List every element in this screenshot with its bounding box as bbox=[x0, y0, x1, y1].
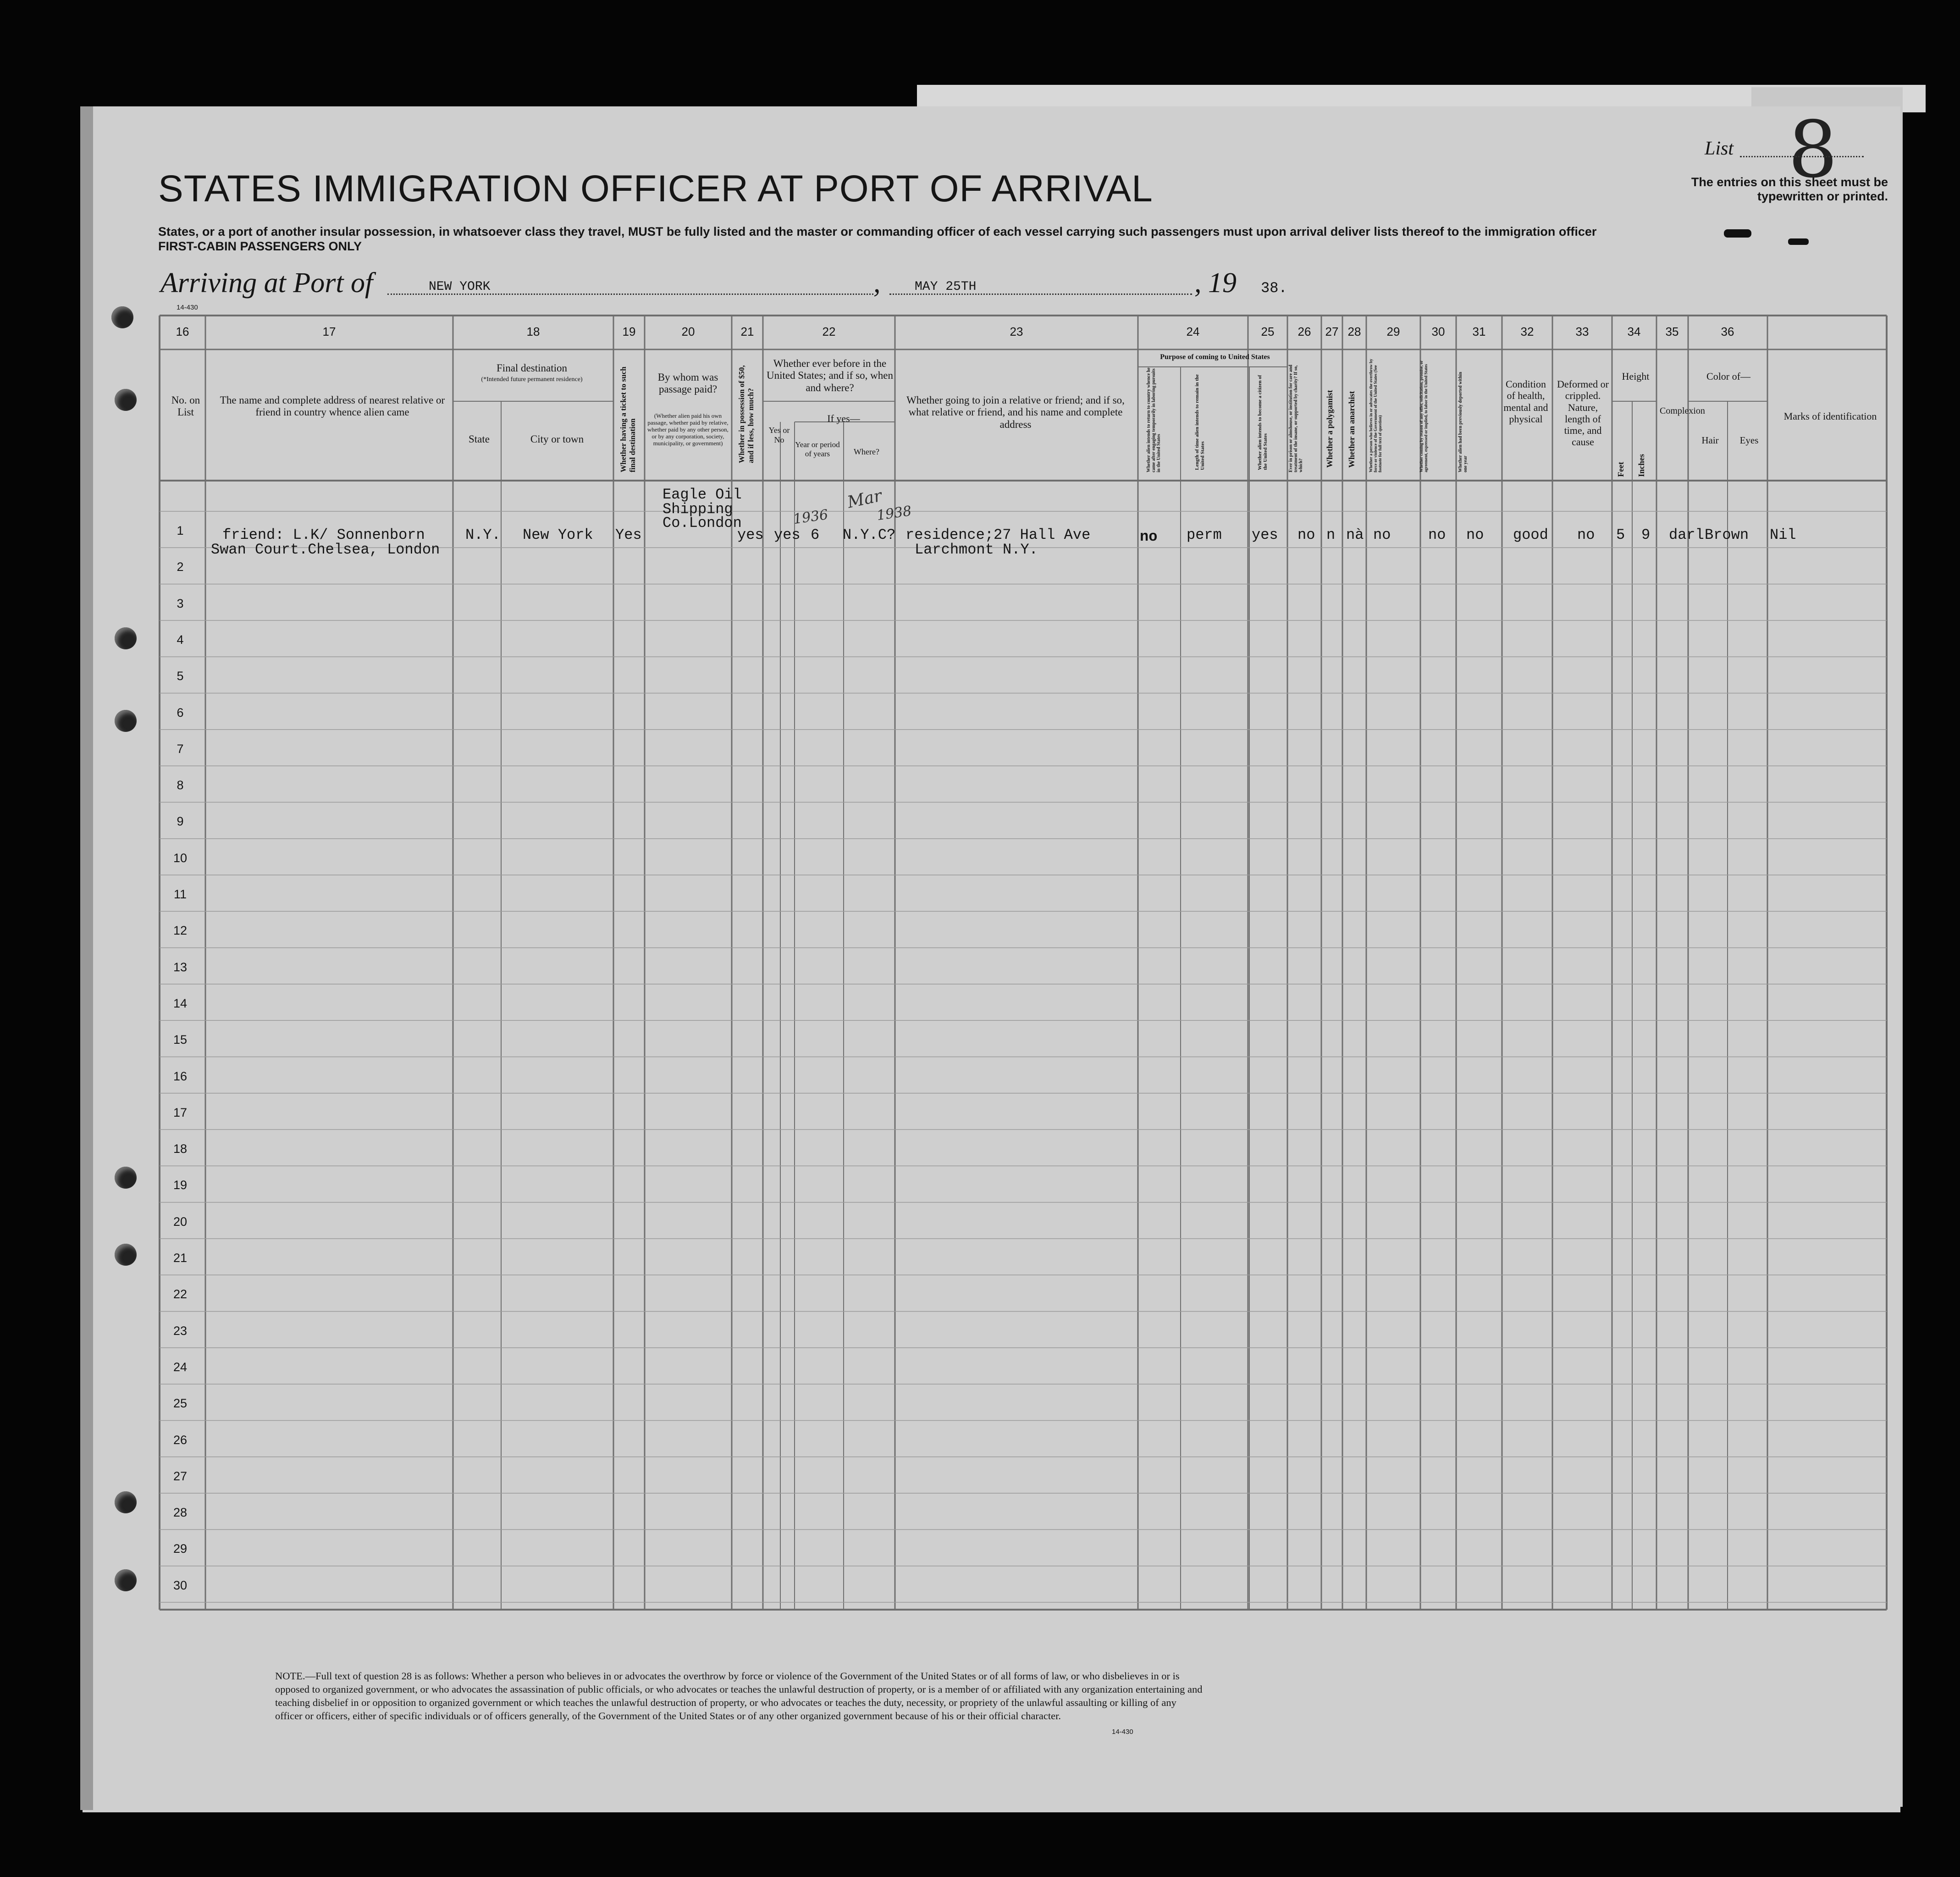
entry-city: New York bbox=[523, 526, 593, 543]
entry-prison: no bbox=[1297, 526, 1315, 543]
entry-inches: 9 bbox=[1641, 526, 1651, 543]
row-number: 10 bbox=[173, 851, 188, 865]
row-number: 15 bbox=[173, 1033, 188, 1047]
entry-deported: no bbox=[1466, 526, 1484, 543]
header-17: The name and complete address of nearest relative or friend in country whence alien came bbox=[220, 394, 445, 418]
row-number: 13 bbox=[173, 960, 188, 974]
column-number-35: 35 bbox=[1665, 325, 1679, 338]
column-number-34: 34 bbox=[1627, 325, 1641, 338]
entry-where: N.Y.C? bbox=[843, 526, 896, 543]
entry-paid-by-line1: Eagle Oil bbox=[663, 486, 742, 503]
row-number: 4 bbox=[177, 632, 184, 647]
entry-year-period: 6 bbox=[811, 526, 820, 543]
column-number-27: 27 bbox=[1325, 325, 1339, 338]
row-number: 30 bbox=[173, 1578, 188, 1592]
column-number-29: 29 bbox=[1386, 325, 1400, 338]
row-number: 28 bbox=[173, 1506, 188, 1520]
header-35: Color of— bbox=[1706, 371, 1750, 382]
header-25: Ever in prison or almshouse, or institution for care and treatment of the insane, or supported by charity? If so, which? bbox=[1288, 365, 1303, 472]
row-number: 18 bbox=[173, 1142, 188, 1156]
header-22-years: Year or period of years bbox=[795, 440, 840, 458]
header-27: Whether an anarchist bbox=[1347, 391, 1356, 468]
header-20: By whom was passage paid? bbox=[657, 371, 718, 395]
form-number: 14-430 bbox=[177, 304, 198, 311]
header-24-return: Whether alien intends to return to country whence he came after engaging temporarily in laboring pursuits in the United States bbox=[1146, 367, 1161, 472]
header-32: Deformed or crippled. Nature, length of time, and cause bbox=[1557, 378, 1609, 448]
footnote-text: NOTE.—Full text of question 28 is as follows: Whether a person who believes in or advocates the overthrow by force or violence of the Government of the United States or of all forms of law, or who disbelieves in or is opposed to organized government, or who advocates the assassination of public officials, or who advocates or teaches the unlawful destruction of property, or is a member of or affiliated with any organization entertaining and teaching disbelief in or opposition to organized government or which teaches the unlawful destruction of property, or who advocates or teaches the duty, necessity, or propriety of the unlawful assaulting or killing of any officer or officers, either of specific individuals or of officers generally, of the Government of the United States or of any other organized government because of his or their official character. bbox=[275, 1670, 1203, 1722]
row-number: 8 bbox=[177, 778, 184, 792]
header-33-feet: Feet bbox=[1616, 462, 1625, 477]
entry-offer: no bbox=[1428, 526, 1446, 543]
entry-citizen: yes bbox=[1252, 526, 1278, 543]
header-22-where: Where? bbox=[854, 447, 879, 456]
row-number: 6 bbox=[177, 705, 184, 720]
header-18: Final destination bbox=[497, 362, 567, 374]
entry-before-in-us: yes bbox=[774, 526, 801, 543]
form-subline: States, or a port of another insular possession, in whatsoever class they travel, MUST be fully listed and the master or commanding officer of each vessel carrying such passengers must upon arrival deliver lists thereof to the immigration officer bbox=[158, 225, 1597, 238]
year-suffix: 38. bbox=[1261, 280, 1287, 297]
header-22-if-yes: If yes— bbox=[827, 413, 860, 424]
header-22-yes-no: Yes or No bbox=[768, 426, 790, 444]
column-number-24: 24 bbox=[1186, 325, 1200, 338]
row-number: 21 bbox=[173, 1251, 188, 1265]
entry-marks: Nil bbox=[1770, 526, 1796, 543]
header-24: Purpose of coming to United States bbox=[1160, 353, 1270, 361]
ink-blot bbox=[1724, 229, 1751, 238]
entry-q28: no bbox=[1373, 526, 1391, 543]
header-22: Whether ever before in the United States; and if so, when and where? bbox=[767, 358, 893, 393]
column-number-21: 21 bbox=[740, 325, 754, 338]
header-21: Whether in possession of $50, and if less, how much? bbox=[737, 365, 755, 463]
header-36: Marks of identification bbox=[1783, 410, 1877, 422]
entry-join-line1: residence;27 Hall Ave bbox=[905, 526, 1091, 543]
entry-money: yes bbox=[737, 526, 764, 543]
row-number: 5 bbox=[177, 669, 184, 683]
header-23: Whether going to join a relative or friend; and if so, what relative or friend, and his name and complete address bbox=[906, 394, 1125, 430]
entry-polygamist: n bbox=[1326, 526, 1336, 543]
year-prefix: 19 bbox=[1208, 267, 1237, 299]
row-number: 11 bbox=[173, 887, 187, 901]
row-number: 25 bbox=[173, 1396, 188, 1411]
row-number: 12 bbox=[173, 924, 188, 938]
header-34: Complexion bbox=[1660, 406, 1705, 416]
entry-length-stay: perm bbox=[1187, 526, 1222, 543]
header-35-eyes: Eyes bbox=[1739, 435, 1759, 446]
row-number: 16 bbox=[173, 1069, 188, 1083]
row-number: 23 bbox=[173, 1323, 188, 1338]
entry-ticket: Yes bbox=[615, 526, 642, 543]
header-28: Whether a person who believes in or advocates the overthrow by force or violence of the Government of the United States (See footnote for full text of question) bbox=[1369, 359, 1382, 472]
entry-paid-by-line2: Shipping bbox=[663, 501, 733, 518]
header-16: No. on List bbox=[171, 394, 200, 418]
header-30: Whether alien had been previously deported within one year bbox=[1458, 371, 1468, 472]
column-number-32: 32 bbox=[1520, 325, 1534, 338]
column-number-25: 25 bbox=[1261, 325, 1275, 338]
row-number: 7 bbox=[177, 742, 184, 756]
entry-complexion: darl bbox=[1669, 526, 1704, 543]
row-number: 29 bbox=[173, 1542, 188, 1556]
list-label: List bbox=[1705, 138, 1734, 159]
row-number: 2 bbox=[177, 560, 184, 574]
entry-join-line2: Larchmont N.Y. bbox=[915, 541, 1038, 558]
class-line: FIRST-CABIN PASSENGERS ONLY bbox=[158, 239, 362, 253]
column-number-18: 18 bbox=[526, 325, 540, 338]
list-number: 8 bbox=[1788, 105, 1838, 195]
row-number: 17 bbox=[173, 1105, 188, 1119]
typewriter-instructions: The entries on this sheet must be typewritten or printed. bbox=[1691, 175, 1888, 203]
entry-hair: Brown bbox=[1705, 526, 1749, 543]
column-number-33: 33 bbox=[1575, 325, 1589, 338]
form-title: STATES IMMIGRATION OFFICER AT PORT OF ARRIVAL bbox=[158, 168, 1153, 210]
entry-hw-year: 1936 bbox=[792, 506, 829, 528]
row-number: 3 bbox=[177, 596, 184, 610]
comma: , bbox=[1194, 267, 1202, 299]
row-number: 27 bbox=[173, 1469, 188, 1483]
header-18-state: State bbox=[469, 433, 490, 445]
entry-health: good bbox=[1513, 526, 1548, 543]
entry-anarchist: nà bbox=[1346, 526, 1364, 543]
column-number-36: 36 bbox=[1721, 325, 1734, 338]
entry-state: N.Y. bbox=[465, 526, 501, 543]
column-number-19: 19 bbox=[622, 325, 636, 338]
header-33: Height bbox=[1622, 371, 1650, 382]
header-18-city: City or town bbox=[530, 433, 584, 445]
column-number-16: 16 bbox=[176, 325, 189, 338]
entry-hw-year2: 1938 bbox=[875, 503, 913, 524]
row-number: 24 bbox=[173, 1360, 188, 1374]
date-value: MAY 25TH bbox=[915, 280, 977, 294]
header-29: Whether coming by reason of any offer, solicitation, promise, or agreement, expressed or implied, to labor in the United States bbox=[1419, 360, 1428, 472]
header-33-inches: Inches bbox=[1637, 454, 1646, 477]
row-number: 14 bbox=[173, 996, 188, 1010]
header-26: Whether a polygamist bbox=[1325, 390, 1334, 468]
footnote-form-number: 14-430 bbox=[1112, 1728, 1133, 1736]
column-number-31: 31 bbox=[1472, 325, 1486, 338]
header-31: Condition of health, mental and physical bbox=[1503, 378, 1548, 425]
header-18-note: (*Intended future permanent residence) bbox=[481, 376, 583, 383]
entry-relative-line2: Swan Court.Chelsea, London bbox=[211, 541, 440, 558]
port-value: NEW YORK bbox=[429, 280, 491, 294]
entry-relative-line1: friend: L.K/ Sonnenborn bbox=[222, 526, 425, 543]
comma: , bbox=[873, 267, 881, 299]
entry-paid-by-line3: Co.London bbox=[663, 515, 742, 532]
column-number-22: 22 bbox=[822, 325, 836, 338]
column-number-26: 26 bbox=[1297, 325, 1311, 338]
header-35-hair: Hair bbox=[1701, 435, 1719, 446]
row-number: 20 bbox=[173, 1214, 188, 1229]
list-underline bbox=[1740, 156, 1864, 157]
entry-deformed: no bbox=[1577, 526, 1595, 543]
header-24-citizen: Whether alien intends to become a citizen of the United States bbox=[1257, 375, 1268, 470]
row-number: 22 bbox=[173, 1287, 188, 1301]
column-number-20: 20 bbox=[681, 325, 695, 338]
header-20-note: (Whether alien paid his own passage, whether paid by relative, whether paid by any other person, or by any corporation, society, municipality, or government) bbox=[647, 412, 729, 447]
column-number-23: 23 bbox=[1010, 325, 1023, 338]
ink-blot bbox=[1788, 238, 1809, 245]
row-number: 19 bbox=[173, 1178, 188, 1192]
row-number: 9 bbox=[177, 814, 184, 829]
row-number: 26 bbox=[173, 1433, 188, 1447]
column-number-28: 28 bbox=[1347, 325, 1361, 338]
row-number: 1 bbox=[177, 524, 184, 537]
entry-feet: 5 bbox=[1616, 526, 1625, 543]
header-19: Whether having a ticket to such final destination bbox=[619, 366, 637, 472]
column-number-17: 17 bbox=[322, 325, 336, 338]
arriving-label: Arriving at Port of bbox=[160, 267, 373, 299]
entry-return: no bbox=[1140, 528, 1158, 545]
header-24-length: Length of time alien intends to remain in the United States bbox=[1194, 374, 1205, 470]
entry-hw-month: Mar bbox=[845, 486, 883, 512]
column-number-30: 30 bbox=[1431, 325, 1445, 338]
